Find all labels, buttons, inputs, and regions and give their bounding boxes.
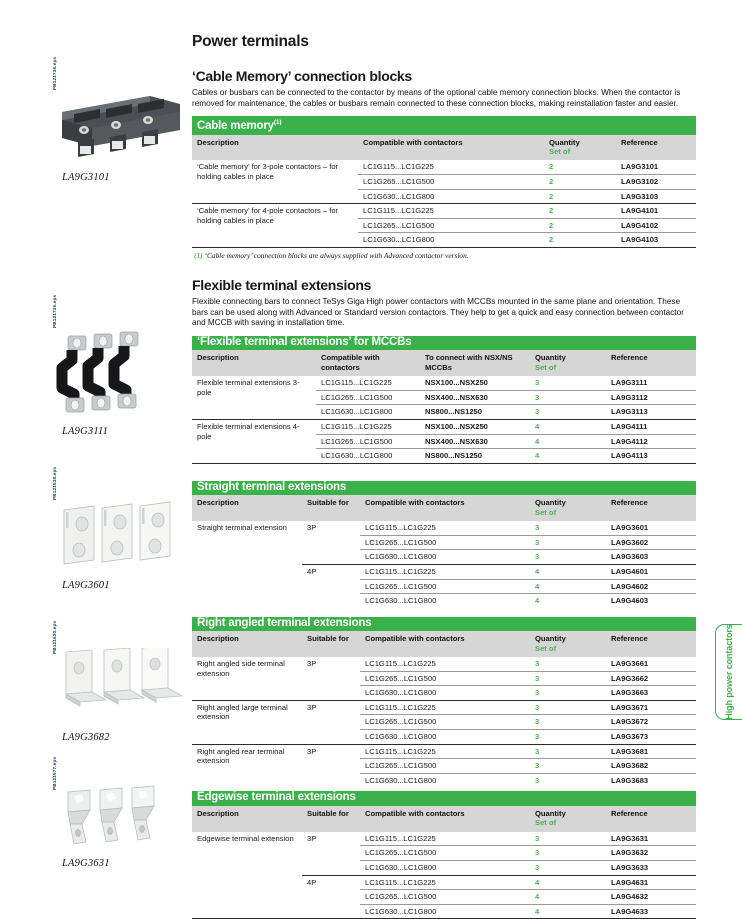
footnote-marker: (1): [274, 119, 281, 126]
cell-compatible: LC1G265...LC1G500: [316, 390, 420, 405]
side-tab-label: High power contactors: [724, 624, 734, 719]
cell-quantity: 3: [530, 550, 606, 565]
cell-quantity: 3: [530, 861, 606, 876]
cell-quantity: 3: [530, 715, 606, 730]
cell-compatible: LC1G265...LC1G500: [360, 715, 530, 730]
cell-quantity: 4: [530, 579, 606, 594]
table-title-bar: [192, 116, 696, 134]
table-header-row: [192, 135, 696, 161]
table-footnote: [192, 248, 696, 260]
cell-quantity: 4: [530, 449, 606, 464]
col-quantity: Quantity Set of: [530, 350, 606, 376]
cell-reference: LA9G4111: [606, 419, 696, 434]
table-row: [192, 204, 696, 219]
col-compatible: Compatible with contactors: [358, 135, 544, 161]
cell-reference: LA9G3112: [606, 390, 696, 405]
cell-quantity: 3: [530, 773, 606, 787]
page-title: Power terminals: [192, 0, 696, 51]
col-reference: Reference: [606, 495, 696, 521]
cell-description: Edgewise terminal extension: [192, 832, 302, 919]
cell-compatible: LC1G115...LC1G225: [360, 875, 530, 890]
cell-reference: LA9G4602: [606, 579, 696, 594]
col-description: Description: [192, 631, 302, 657]
figure-credit: PB121735.eps: [52, 295, 57, 328]
cell-suitable-for: 3P: [302, 521, 360, 564]
cell-reference: LA9G3673: [606, 730, 696, 745]
cell-compatible: LC1G115...LC1G225: [360, 657, 530, 671]
cell-description: Right angled large terminal extension: [192, 700, 302, 744]
cell-quantity: 3: [530, 376, 606, 390]
cell-reference: LA9G4113: [606, 449, 696, 464]
table-row: [192, 521, 696, 535]
figure-credit: PB121736.eps: [52, 57, 57, 90]
cell-reference: LA9G4101: [616, 204, 696, 219]
table-header-row: [192, 495, 696, 521]
cell-compatible: LC1G630...LC1G800: [358, 233, 544, 248]
table-header-row: [192, 350, 696, 376]
cell-quantity: 4: [530, 875, 606, 890]
cell-compatible: LC1G630...LC1G800: [360, 550, 530, 565]
cell-reference: LA9G3111: [606, 376, 696, 390]
cell-compatible: LC1G265...LC1G500: [358, 218, 544, 233]
cell-compatible: LC1G115...LC1G225: [360, 832, 530, 846]
cell-suitable-for: 3P: [302, 832, 360, 875]
table-row: [192, 160, 696, 174]
cell-compatible: LC1G630...LC1G800: [316, 405, 420, 420]
main-content: [192, 0, 696, 919]
cell-quantity: 3: [530, 535, 606, 550]
cell-quantity: 3: [530, 405, 606, 420]
cell-quantity: 3: [530, 846, 606, 861]
cell-suitable-for: 3P: [302, 744, 360, 787]
cell-quantity: 3: [530, 730, 606, 745]
table-title: Cable memory: [197, 120, 274, 132]
cell-quantity: 2: [544, 160, 616, 174]
table-title: Edgewise terminal extensions: [192, 791, 696, 806]
table-title-bar: [192, 617, 696, 632]
cell-reference: LA9G3601: [606, 521, 696, 535]
cell-reference: LA9G4633: [606, 904, 696, 919]
cell-connect-with: NSX400...NSX630: [420, 434, 530, 449]
cell-quantity: 3: [530, 671, 606, 686]
col-connect-with: To connect with NSX/NS MCCBs: [420, 350, 530, 376]
section-heading-cable-memory: ‘Cable Memory’ connection blocks: [192, 51, 696, 84]
cell-compatible: LC1G115...LC1G225: [360, 744, 530, 759]
cell-reference: LA9G3682: [606, 759, 696, 774]
cell-reference: LA9G3103: [616, 189, 696, 204]
straight-terminal-extension-photo: [0, 494, 190, 577]
col-quantity: Quantity Set of: [530, 631, 606, 657]
cell-reference: LA9G3672: [606, 715, 696, 730]
table-header-row: [192, 631, 696, 657]
col-description: Description: [192, 350, 316, 376]
cell-description: Right angled rear terminal extension: [192, 744, 302, 787]
cable-memory-block-icon: [0, 84, 190, 164]
cell-reference: LA9G3683: [606, 773, 696, 787]
cell-quantity: 3: [530, 759, 606, 774]
table-row: [192, 744, 696, 759]
cell-reference: LA9G4631: [606, 875, 696, 890]
col-compatible: Compatible with contactors: [360, 631, 530, 657]
table-straight-extensions: [192, 481, 696, 608]
cell-reference: LA9G4632: [606, 890, 696, 905]
col-description: Description: [192, 135, 358, 161]
cell-reference: LA9G3631: [606, 832, 696, 846]
cell-quantity: 2: [544, 175, 616, 190]
cell-quantity: 3: [530, 657, 606, 671]
cell-quantity: 3: [530, 744, 606, 759]
cell-reference: LA9G3603: [606, 550, 696, 565]
table-row: [192, 657, 696, 671]
section-intro-cable-memory: Cables or busbars can be connected to the contactor by means of the optional cable memory connection blocks. When the contactor is removed for maintenance, the cables or busbars remain connected to these connection blocks, making reinstallation faster and easier.: [192, 84, 696, 109]
table-flexible-extensions: [192, 336, 696, 464]
cell-compatible: LC1G115...LC1G225: [360, 564, 530, 579]
cell-compatible: LC1G265...LC1G500: [360, 671, 530, 686]
cell-suitable-for: 3P: [302, 657, 360, 700]
col-compatible: Compatible with contactors: [316, 350, 420, 376]
cell-quantity: 4: [530, 594, 606, 608]
cell-suitable-for: 4P: [302, 564, 360, 607]
cell-compatible: LC1G630...LC1G800: [360, 730, 530, 745]
cell-quantity: 3: [530, 832, 606, 846]
col-quantity: Quantity Set of: [544, 135, 616, 161]
cell-reference: LA9G3671: [606, 700, 696, 715]
cell-reference: LA9G3663: [606, 686, 696, 701]
cell-quantity: 3: [530, 390, 606, 405]
table-row: [192, 419, 696, 434]
cell-suitable-for: 3P: [302, 700, 360, 744]
cell-description: Straight terminal extension: [192, 521, 302, 608]
edgewise-bracket-icon: [0, 784, 190, 850]
figure-credit: PB121620.eps: [52, 621, 57, 654]
cable-memory-block-photo: [0, 84, 190, 169]
table-title: ‘Flexible terminal extensions’ for MCCBs: [192, 336, 696, 351]
cell-reference: LA9G3602: [606, 535, 696, 550]
cell-reference: LA9G4103: [616, 233, 696, 248]
cell-quantity: 2: [544, 233, 616, 248]
figure-caption: LA9G3601: [0, 577, 190, 591]
col-description: Description: [192, 806, 302, 832]
table-row: [192, 832, 696, 846]
cell-reference: LA9G3633: [606, 861, 696, 876]
cell-quantity: 2: [544, 204, 616, 219]
figure-cable-memory: [0, 84, 190, 183]
cell-reference: LA9G3102: [616, 175, 696, 190]
straight-plate-icon: [0, 494, 190, 572]
col-reference: Reference: [606, 806, 696, 832]
figure-caption: LA9G3111: [0, 423, 190, 437]
col-suitable-for: Suitable for: [302, 806, 360, 832]
figure-caption: LA9G3101: [0, 169, 190, 183]
figure-right-angled-extension: [0, 648, 190, 743]
figure-straight-extension: [0, 494, 190, 591]
col-compatible: Compatible with contactors: [360, 495, 530, 521]
cell-connect-with: NSX100...NSX250: [420, 419, 530, 434]
section-intro-flexible: Flexible connecting bars to connect TeSys Giga High power contactors with MCCBs mounted in the same plane and orientation. These bars can be used along with Advanced or Standard version contactors. They help to get a quick and easy connection between contactor and MCCB with saving in installation time.: [192, 293, 696, 329]
table-right-angled-extensions: [192, 617, 696, 788]
cell-description: Right angled side terminal extension: [192, 657, 302, 700]
cell-reference: LA9G3681: [606, 744, 696, 759]
table-bottom-rule: [192, 463, 696, 464]
figure-caption: LA9G3631: [0, 855, 190, 869]
cell-description: Flexible terminal extensions 4-pole: [192, 419, 316, 463]
cell-compatible: LC1G115...LC1G225: [316, 419, 420, 434]
right-angle-bracket-icon: [0, 648, 190, 724]
cell-connect-with: NSX100...NSX250: [420, 376, 530, 390]
cell-quantity: 2: [544, 218, 616, 233]
cell-reference: LA9G3632: [606, 846, 696, 861]
cell-reference: LA9G3661: [606, 657, 696, 671]
cell-compatible: LC1G630...LC1G800: [360, 594, 530, 608]
cell-compatible: LC1G630...LC1G800: [360, 773, 530, 787]
cell-quantity: 4: [530, 434, 606, 449]
cell-compatible: LC1G265...LC1G500: [360, 535, 530, 550]
figure-edgewise-extension: [0, 784, 190, 869]
figure-credit: PB121538.eps: [52, 467, 57, 500]
cell-compatible: LC1G630...LC1G800: [360, 861, 530, 876]
table-row: [192, 376, 696, 390]
cell-compatible: LC1G265...LC1G500: [360, 846, 530, 861]
flexible-bar-icon: [0, 322, 190, 418]
cell-suitable-for: 4P: [302, 875, 360, 919]
cell-reference: LA9G4603: [606, 594, 696, 608]
cell-connect-with: NS800...NS1250: [420, 449, 530, 464]
cell-compatible: LC1G630...LC1G800: [360, 904, 530, 919]
table-title: Straight terminal extensions: [192, 481, 696, 496]
cell-quantity: 4: [530, 564, 606, 579]
cell-compatible: LC1G115...LC1G225: [316, 376, 420, 390]
figure-caption: LA9G3682: [0, 729, 190, 743]
table-title-bar: [192, 791, 696, 806]
cell-quantity: 4: [530, 904, 606, 919]
cell-description: ‘Cable memory’ for 4-pole contactors – for holding cables in place: [192, 204, 358, 248]
col-compatible: Compatible with contactors: [360, 806, 530, 832]
col-quantity-sub: Set of: [535, 508, 601, 517]
cell-compatible: LC1G630...LC1G800: [358, 189, 544, 204]
flexible-terminal-extension-photo: [0, 322, 190, 423]
cell-quantity: 3: [530, 521, 606, 535]
cell-quantity: 3: [530, 700, 606, 715]
cell-compatible: LC1G115...LC1G225: [360, 700, 530, 715]
col-description: Description: [192, 495, 302, 521]
col-suitable-for: Suitable for: [302, 495, 360, 521]
col-quantity-sub: Set of: [549, 147, 611, 156]
edgewise-terminal-extension-photo: [0, 784, 190, 855]
cell-reference: LA9G4601: [606, 564, 696, 579]
table-edgewise-extensions: [192, 791, 696, 919]
col-quantity: Quantity Set of: [530, 495, 606, 521]
footnote-marker: (1): [194, 251, 203, 260]
cell-quantity: 2: [544, 189, 616, 204]
figure-credit: PB121577.eps: [52, 757, 57, 790]
col-quantity-sub: Set of: [535, 818, 601, 827]
col-quantity-sub: Set of: [535, 363, 601, 372]
cell-compatible: LC1G115...LC1G225: [358, 204, 544, 219]
cell-description: Flexible terminal extensions 3-pole: [192, 376, 316, 419]
col-quantity: Quantity Set of: [530, 806, 606, 832]
cell-quantity: 4: [530, 890, 606, 905]
cell-compatible: LC1G115...LC1G225: [360, 521, 530, 535]
cell-connect-with: NS800...NS1250: [420, 405, 530, 420]
cell-compatible: LC1G115...LC1G225: [358, 160, 544, 174]
cell-reference: LA9G4102: [616, 218, 696, 233]
cell-compatible: LC1G630...LC1G800: [360, 686, 530, 701]
cell-reference: LA9G3113: [606, 405, 696, 420]
figure-gutter: [0, 0, 190, 901]
table-cable-memory: [192, 116, 696, 248]
right-angled-terminal-extension-photo: [0, 648, 190, 729]
cell-reference: LA9G3662: [606, 671, 696, 686]
col-reference: Reference: [606, 350, 696, 376]
cell-compatible: LC1G265...LC1G500: [360, 579, 530, 594]
cell-reference: LA9G3101: [616, 160, 696, 174]
side-tab-high-power-contactors[interactable]: [715, 624, 742, 720]
table-header-row: [192, 806, 696, 832]
table-row: [192, 700, 696, 715]
cell-compatible: LC1G630...LC1G800: [316, 449, 420, 464]
col-reference: Reference: [606, 631, 696, 657]
cell-description: ‘Cable memory’ for 3-pole contactors – for holding cables in place: [192, 160, 358, 203]
col-reference: Reference: [616, 135, 696, 161]
cell-compatible: LC1G265...LC1G500: [360, 890, 530, 905]
col-quantity-sub: Set of: [535, 644, 601, 653]
section-heading-flexible: Flexible terminal extensions: [192, 260, 696, 293]
cell-quantity: 4: [530, 419, 606, 434]
figure-flexible-extension: [0, 322, 190, 437]
cell-reference: LA9G4112: [606, 434, 696, 449]
col-suitable-for: Suitable for: [302, 631, 360, 657]
table-title: Right angled terminal extensions: [192, 617, 696, 632]
cell-connect-with: NSX400...NSX630: [420, 390, 530, 405]
footnote-text: ‘Cable memory’ connection blocks are always supplied with Advanced contactor version.: [204, 251, 468, 260]
table-title-bar: [192, 481, 696, 496]
table-title-bar: [192, 336, 696, 351]
cell-compatible: LC1G265...LC1G500: [316, 434, 420, 449]
cell-compatible: LC1G265...LC1G500: [358, 175, 544, 190]
cell-quantity: 3: [530, 686, 606, 701]
cell-compatible: LC1G265...LC1G500: [360, 759, 530, 774]
